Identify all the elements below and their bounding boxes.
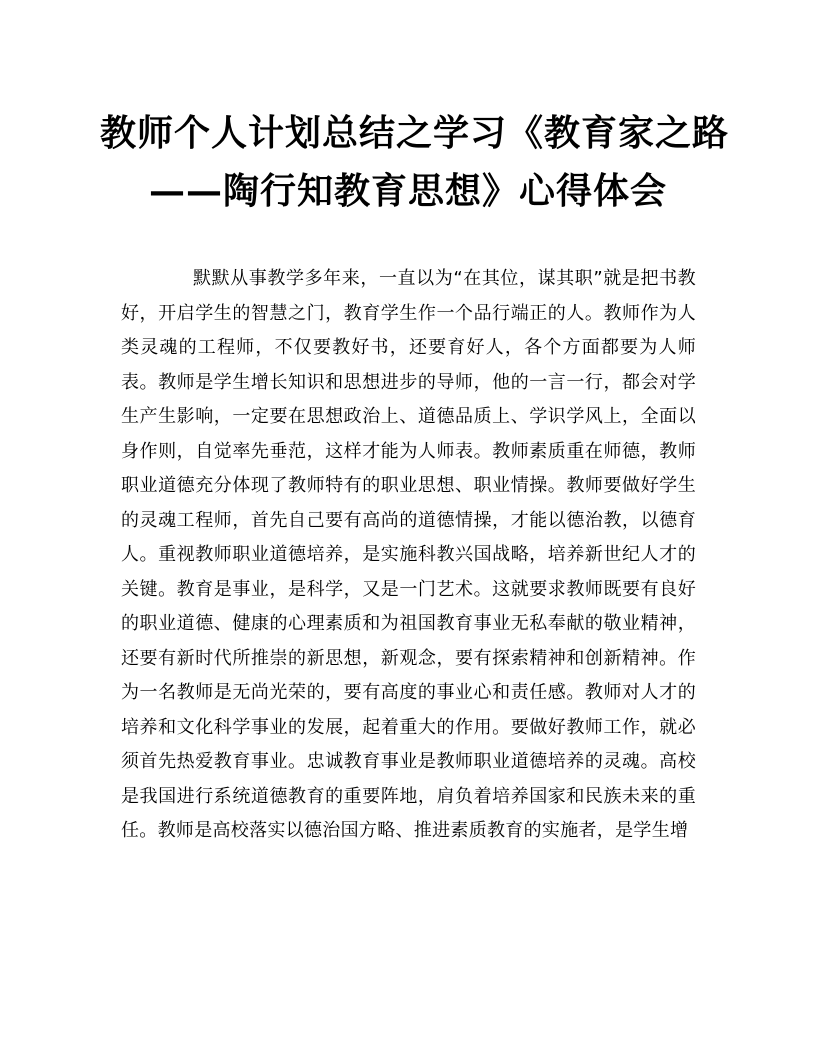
title-line-1: 教师个人计划总结之学习《教育家之路 (100, 112, 730, 154)
body-paragraph: 默默从事教学多年来，一直以为“在其位，谋其职”就是把书教好，开启学生的智慧之门，教育学生作一个品行端正的人。教师作为人类灵魂的工程师，不仅要教好书，还要育好人，各个方面都要为人师表。教师是学生增长知识和思想进步的导师，他的一言一行，都会对学生产生影响，一定要在思想政治上、道德品质上、学识学风上，全面以身作则，自觉率先垂范，这样才能为人师表。教师素质重在师德，教师职业道德充分体现了教师特有的职业思想、职业情操。教师要做好学生的灵魂工程师，首先自己要有高尚的道德情操，才能以德治教，以德育人。重视教师职业道德培养，是实施科教兴国战略，培养新世纪人才的关键。教育是事业，是科学，又是一门艺术。这就要求教师既要有良好的职业道德、健康的心理素质和为祖国教育事业无私奉献的敬业精神，还要有新时代所推崇的新思想，新观念，要有探索精神和创新精神。作为一名教师是无尚光荣的，要有高度的事业心和责任感。教师对人才的培养和文化科学事业的发展，起着重大的作用。要做好教师工作，就必须首先热爱教育事业。忠诚教育事业是教师职业道德培养的灵魂。高校是我国进行系统道德教育的重要阵地，肩负着培养国家和民族未来的重任。教师是高校落实以德治国方略、推进素质教育的实施者，是学生增 (121, 268, 696, 841)
document-title (100, 104, 730, 220)
title-line-2: ——陶行知教育思想》心得体会 (148, 170, 667, 212)
